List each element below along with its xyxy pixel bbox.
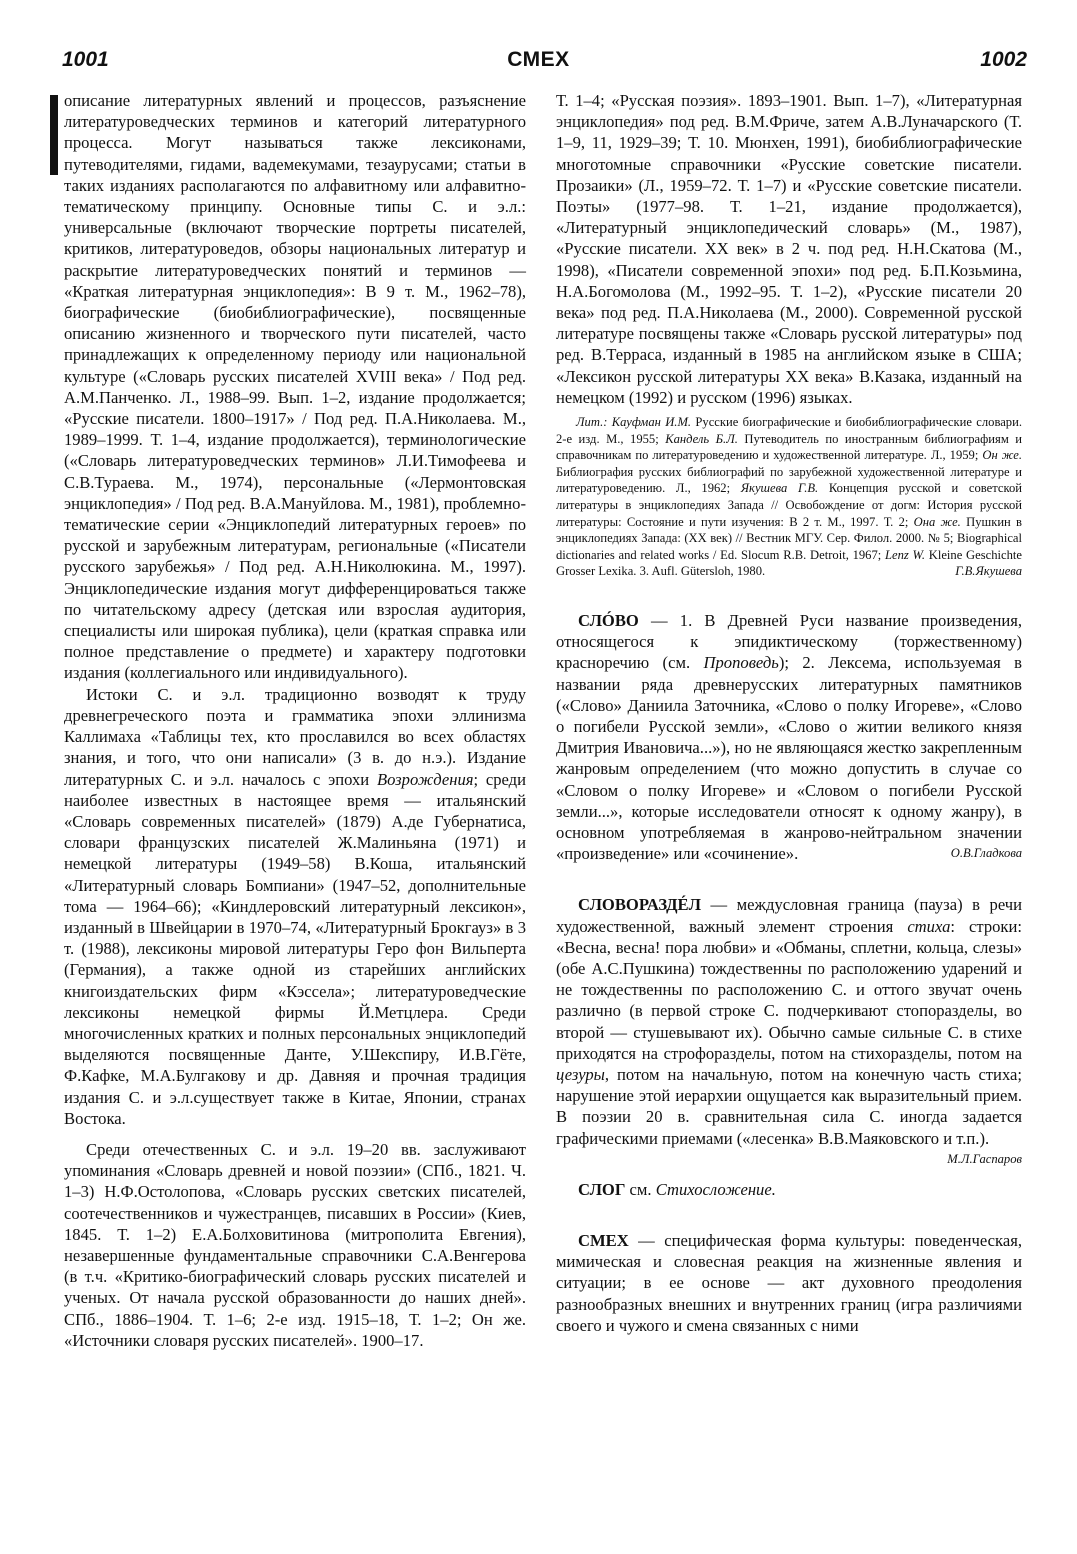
page-number-left: 1001: [62, 48, 109, 71]
margin-bar: [50, 95, 58, 175]
literature-list: Лит.: Кауфман И.М. Русские биографические и биобиблиографические словари. 2-е изд. М., 1955; Кандель Б.Л. Путеводитель по иностранным библиографиям и справочникам по литературоведению и художественной литературе. Л., 1959; Он же. Библиография русских библиографий по зарубежной художественной литературе и литературоведению. Л., 1962; Якушева Г.В. Концепция русской и советской литературы в энциклопедиях Запада // Освобождение от догм: История русской литературы: Состояние и пути изучения: В 2 т. М., 1997. Т. 2; Она же. Пушкин в энциклопедиях Запада: (XX век) // Вестник МГУ. Сер. Филол. 2000. № 5; Biographical dictionaries and related works / Ed. Slocum R.B. Detroit, 1967; Lenz W. Kleine Geschichte Grosser Lexika. 3. Aufl. Gütersloh, 1980. Г.В.Якушева: [556, 415, 1023, 579]
running-head: СМЕХ: [507, 48, 570, 71]
paragraph: Среди отечественных С. и э.л. 19–20 вв. заслуживают упоминания «Словарь древней и новой поэзии» (СПб., 1821. Ч. 1–3) Н.Ф.Остолопова, «Словарь русских светских писателей, соотечественников и чужестранцев, писавших в России» (Киев, 1845. Т. 1–2) Е.А.Болховитинова (митрополита Евгения), незавершенные фундаментальные справочники С.А.Венгерова (в т.ч. «Критико-биографический словарь русских писателей и ученых. От начала русской образованности до наших дней». СПб., 1886–1904. Т. 1–6; 2-е изд. 1915–18, Т. 1–2; Он же. «Источники словаря русских писателей». 1900–17.: [64, 1139, 526, 1350]
author-signature: О.В.Гладкова: [950, 846, 1022, 861]
paragraph: описание литературных явлений и процессов, разъяснение литературоведческих терминов и категорий литературного процесса. Могут называться также лексиконами, путеводителями, гидами, вадемекумами, тезаурусами; статьи в таких изданиях располагаются по алфавитному или алфавитно-тематическому принципу. Основные типы С. и э.л.: универсальные (включают творческие портреты писателей, критиков, литературоведов, обзоры национальных литератур и раскрытие литературоведческих понятий и терминов — «Краткая литературная энциклопедия»: В 9 т. М., 1962–78), биографические (биобиблиографические), посвященные описанию жизненного и творческого пути писателей, часто принадлежащих к определенному периоду или национальной культуре («Словарь русских писателей XVIII века» / Под ред. А.М.Панченко. Л., 1988–99. Вып. 1–2, издание продолжается; «Русские писатели. 1800–1917» / Под ред. П.А.Николаева. М., 1989–1999. Т. 1–4, издание продолжается), терминологические («Словарь литературоведческих терминов» Л.И.Тимофеева и С.В.Тураева. М., 1974), персональные («Лермонтовская энциклопедия» / Под ред. В.А.Мануйлова. М., 1981), проблемно-тематические серии «Энциклопедий литературных героев» по русской и зарубежным литературам, региональные («Писатели русского зарубежья» / Под ред. А.Н.Николюкина. М., 1997). Энциклопедические издания могут дифференцироваться также по читательскому адресу (детская или взрослая аудитория, специалисты или широкая публика), цели (краткая справка или полное представление о предмете) и характеру подготовки издания (коллегиального или индивидуального).: [64, 91, 526, 683]
entry-slovorazdel: СЛОВОРАЗДÉЛ — междусловная граница (пауза) в речи художественной, важный элемент строения стиха: строки: «Весна, весна! пора любви» и «Обманы, сплетни, кольца, слезы» (обе А.С.Пушкина) тождественны по расположению ударений и не тождественны по расположению С. и оттого звучат очень различно (в первой строке С. подчеркивают стопоразделы, во второй — стушевывают их). Обычно самые сильные С. в стихе приходятся на строфоразделы, потом на стихоразделы, потом на цезуры, потом на начальную, потом на конечную часть стиха; нарушение этой иерархии ощущается как выразительный прием. В поэзии 20 в. сравнительная сила С. иногда задается графическими приемами («лесенка» В.В.Маяковского и т.п.). М.Л.Гаспаров: [556, 894, 1022, 1148]
author-signature: М.Л.Гаспаров: [947, 1151, 1022, 1166]
entry-slog: СЛОГ см. Стихосложение.: [578, 1179, 776, 1199]
entry-slovo: СЛÓВО — 1. В Древней Руси название произведения, относящегося к эпидиктическому (торжественному) красноречию (см. Проповедь); 2. Лексема, используемая в названии ряда древнерусских литературных памятников («Слово» Даниила Заточника, «Слово о полку Игореве», «Слово о погибели Русской земли», «Слово о житии великого князя Дмитрия Ивановича...»), но не являющаяся жестко закрепленным жанровым определением (что можно допустить в случае со «Словом о полку Игореве» и «Словом о погибели Русской земли...», которые исследователи относят к одному жанру), в основном употребляемая в жанрово-нейтральном значении «произведение» или «сочинение». О.В.Гладкова: [556, 610, 1022, 864]
entry-headword: СЛОВОРАЗДÉЛ: [578, 895, 701, 915]
left-column: [64, 90, 526, 1351]
right-column: [556, 90, 1022, 1336]
page-number-right: 1002: [980, 48, 1027, 71]
entry-headword: СМЕХ: [578, 1231, 629, 1251]
page-header: [0, 48, 1077, 80]
entry-smeh: СМЕХ — специфическая форма культуры: поведенческая, мимическая и словесная реакция на жизненные явления и ситуации; в ее основе — акт духовного преодоления разнообразных внешних и внутренних границ (игра различиями своего и чужого и смена связанных с ними: [556, 1231, 1022, 1335]
entry-headword: СЛÓВО: [578, 610, 639, 630]
entry-headword: СЛОГ: [578, 1179, 626, 1199]
paragraph: Истоки С. и э.л. традиционно возводят к труду древнегреческого поэта и грамматика эпохи эллинизма Каллимаха «Таблицы тех, кто прославился во всех областях знания, и того, что они написали» (3 в. до н.э.). Издание литературных С. и э.л. началось с эпохи Возрождения; среди наиболее известных в настоящее время — итальянский «Словарь современных писателей» (1879) А.де Губернатиса, словари французских писателей Ж.Малиньяна (1971) и немецкой литературы (1949–58) В.Коша, итальянский «Литературный словарь Бомпиани» (1947–52, дополнительные тома — 1964–66); «Киндлеровский литературный лексикон», изданный в Швейцарии в 1970–74, «Литературный Брокгауз» в 3 т. (1988), лексиконы мировой литературы Геро фон Вильперта (Германия), а также одной из старейших английских книгоиздательских фирм «Кэссела»; литературоведческие лексиконы немецкой фирмы Й.Метцлера. Среди многочисленных кратких и полных персональных энциклопедий выделяются посвященные Данте, У.Шекспиру, И.В.Гёте, Ф.Кафке, М.А.Булгакову и др. Давняя и прочная традиция издания С. и э.л.существует также в Китае, Японии, странах Востока.: [64, 684, 526, 1128]
paragraph: Т. 1–4; «Русская поэзия». 1893–1901. Вып. 1–7), «Литературная энциклопедия» под ред. В.М.Фриче, затем А.В.Луначарского (Т. 1–9, 11, 1929–39; Т. 10. Мюнхен, 1991), биобиблиографические многотомные справочники «Русские советские писатели. Прозаики» (Л., 1959–72. Т. 1–7) и «Русские советские писатели. Поэты» (1977–98. Т. 1–21, издание продолжается), «Литературный энциклопедический словарь» (М., 1987), «Русские писатели. XX век» в 2 ч. под ред. Н.Н.Скатова (М., 1998), «Писатели современной эпохи» под ред. Б.П.Козьмина, Н.А.Богомолова (М., 1992–95. Т. 1–2), «Русские писатели 20 века» под ред. П.А.Николаева (М., 2000). Современной русской литературе посвящены также «Словарь русской литературы» под ред. В.Терраса, изданный в 1985 на английском языке в США; «Лексикон русской литературы XX века» В.Казака, изданный на немецком (1992) и русском (1996) языках.: [556, 91, 1022, 407]
author-signature: Г.В.Якушева: [955, 564, 1022, 579]
